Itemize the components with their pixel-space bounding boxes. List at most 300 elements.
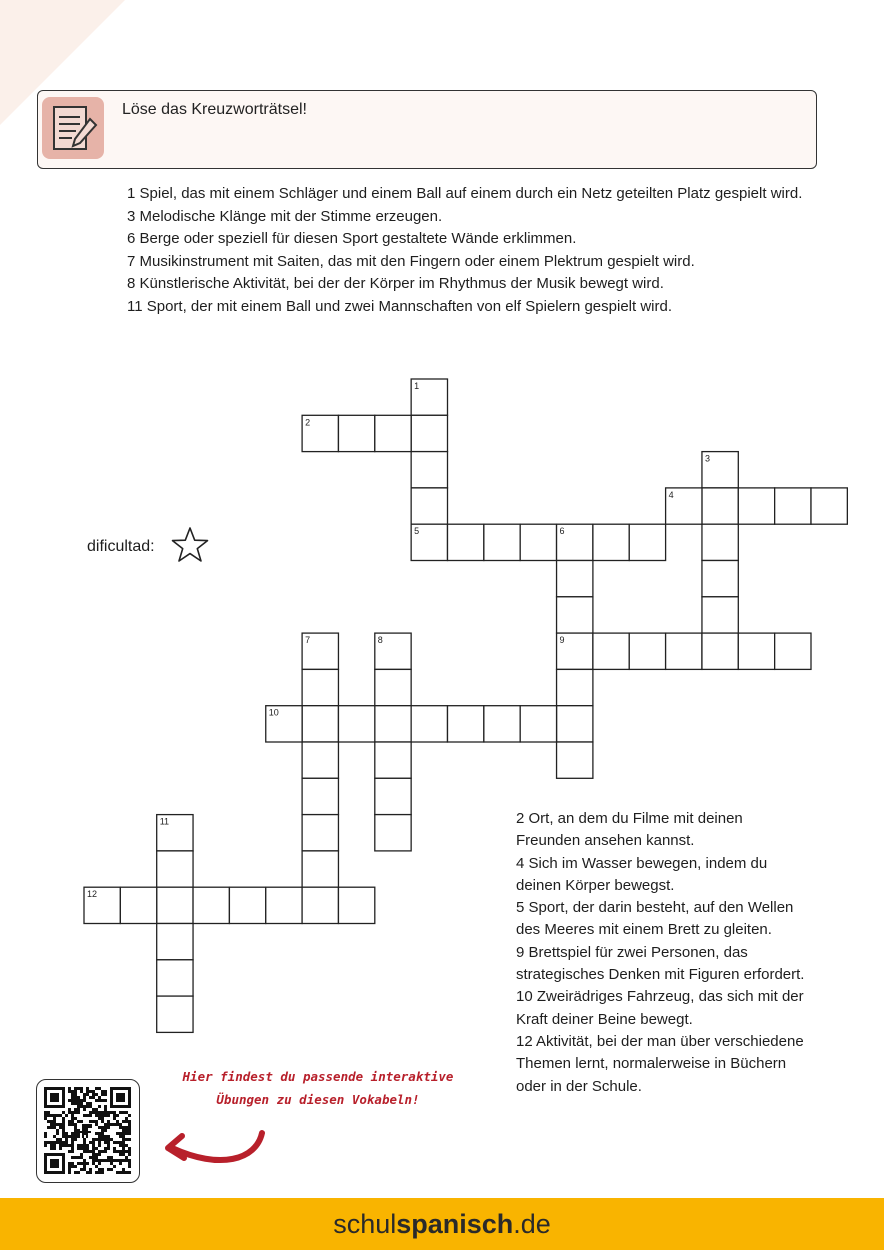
qr-module [95,1093,98,1096]
crossword-cell-number: 10 [268,707,279,718]
crossword-cell[interactable] [666,633,702,669]
qr-module [59,1114,62,1117]
qr-module [83,1096,86,1099]
qr-finder-pattern [116,1093,125,1102]
crossword-cell[interactable] [411,415,447,451]
crossword-cell[interactable] [157,960,193,996]
qr-module [116,1123,119,1126]
qr-module [95,1147,98,1150]
qr-module [62,1132,65,1135]
qr-module [83,1138,86,1141]
qr-module [101,1171,104,1174]
qr-module [80,1099,83,1102]
qr-module [77,1156,80,1159]
crossword-cell[interactable] [193,887,229,923]
qr-module [53,1123,56,1126]
qr-module [68,1135,71,1138]
qr-module [44,1144,47,1147]
qr-module [128,1123,131,1126]
clue-item: 4 Sich im Wasser bewegen, indem du deinen Körper bewegst. [516,854,768,894]
qr-module [125,1144,128,1147]
crossword-cell[interactable] [302,706,338,742]
task-title: Löse das Kreuzworträtsel! [122,101,307,118]
crossword-cell[interactable] [338,706,374,742]
crossword-cell[interactable] [520,524,556,560]
qr-module [71,1096,74,1099]
qr-module [110,1162,113,1165]
qr-module [89,1111,92,1114]
qr-module [86,1150,89,1153]
qr-module [83,1162,86,1165]
crossword-cell[interactable] [302,815,338,851]
crossword-cell[interactable] [375,742,411,778]
qr-module [77,1144,80,1147]
qr-module [128,1114,131,1117]
qr-module [77,1120,80,1123]
qr-module [128,1153,131,1156]
qr-module [92,1156,95,1159]
qr-module [107,1114,110,1117]
crossword-cell[interactable] [557,706,593,742]
crossword-cell[interactable] [484,524,520,560]
crossword-cell[interactable] [775,488,811,524]
qr-module [83,1159,86,1162]
qr-module [122,1159,125,1162]
qr-module [122,1150,125,1153]
qr-module [122,1126,125,1129]
clue-item: 10 Zweirädriges Fahrzeug, das sich mit der Kraft deiner Beine bewegt. [516,988,804,1028]
qr-module [74,1111,77,1114]
crossword-cell[interactable] [520,706,556,742]
qr-module [89,1141,92,1144]
qr-module [92,1153,95,1156]
qr-module [113,1114,116,1117]
qr-module [80,1090,83,1093]
qr-module [107,1168,110,1171]
qr-module [92,1141,95,1144]
qr-hint-line: Übungen zu diesen Vokabeln! [216,1092,420,1107]
qr-module [59,1144,62,1147]
qr-module [77,1105,80,1108]
qr-module [80,1156,83,1159]
qr-module [53,1144,56,1147]
qr-module [110,1111,113,1114]
crossword-cell[interactable] [302,778,338,814]
qr-module [128,1129,131,1132]
qr-module [65,1141,68,1144]
qr-module [104,1159,107,1162]
qr-module [71,1093,74,1096]
qr-module [104,1123,107,1126]
crossword-cell[interactable] [448,524,484,560]
qr-module [80,1168,83,1171]
crossword-cell[interactable] [629,524,665,560]
qr-module [71,1111,74,1114]
qr-module [92,1090,95,1093]
qr-module [104,1114,107,1117]
qr-module [71,1165,74,1168]
qr-module [62,1117,65,1120]
qr-module [122,1129,125,1132]
crossword-cell[interactable] [157,996,193,1032]
brand-bold: spanisch [396,1209,514,1239]
crossword-cell-number: 12 [87,889,98,900]
qr-module [101,1168,104,1171]
qr-module [62,1111,65,1114]
qr-module [83,1114,86,1117]
crossword-cell-number: 8 [377,635,383,646]
qr-module [44,1111,47,1114]
qr-module [71,1102,74,1105]
qr-module [95,1111,98,1114]
qr-module [116,1132,119,1135]
crossword-cell[interactable] [557,561,593,597]
qr-module [74,1156,77,1159]
crossword-cell[interactable] [229,887,265,923]
qr-module [122,1147,125,1150]
qr-module [92,1147,95,1150]
qr-module [119,1171,122,1174]
qr-module [107,1138,110,1141]
crossword-cell[interactable] [593,524,629,560]
qr-hint-line: Hier findest du passende interaktive [182,1069,454,1084]
qr-module [74,1165,77,1168]
qr-module [98,1153,101,1156]
clue-item: 3 Melodische Klänge mit der Stimme erzeugen. [127,207,443,225]
qr-module [101,1114,104,1117]
qr-module [86,1090,89,1093]
qr-module [74,1135,77,1138]
qr-module [125,1120,128,1123]
qr-module [104,1108,107,1111]
crossword-cell[interactable] [302,669,338,705]
qr-module [116,1141,119,1144]
qr-module [89,1102,92,1105]
qr-module [110,1168,113,1171]
qr-module [95,1114,98,1117]
crossword-cell[interactable] [375,706,411,742]
qr-module [122,1135,125,1138]
qr-module [86,1162,89,1165]
qr-module [101,1132,104,1135]
qr-module [77,1171,80,1174]
qr-module [122,1171,125,1174]
qr-module [128,1138,131,1141]
qr-module [92,1108,95,1111]
qr-module [98,1138,101,1141]
qr-module [125,1150,128,1153]
crossword-cell-number: 6 [559,526,565,537]
qr-module [95,1165,98,1168]
crossword-cell[interactable] [557,669,593,705]
crossword-cell[interactable] [448,706,484,742]
qr-module [104,1129,107,1132]
crossword-cell[interactable] [302,851,338,887]
qr-module [95,1132,98,1135]
crossword-cell[interactable] [157,851,193,887]
qr-module [113,1123,116,1126]
crossword-cell[interactable] [411,488,447,524]
qr-module [128,1120,131,1123]
qr-module [92,1093,95,1096]
qr-module [128,1150,131,1153]
qr-module [83,1165,86,1168]
brand-prefix: schul [333,1209,397,1239]
crossword-cell[interactable] [375,669,411,705]
qr-module [62,1120,65,1123]
crossword-cell[interactable] [702,524,738,560]
qr-module [74,1108,77,1111]
qr-module [68,1090,71,1093]
crossword-cell[interactable] [738,488,774,524]
qr-module [53,1117,56,1120]
qr-module [113,1147,116,1150]
qr-module [80,1102,83,1105]
qr-module [122,1138,125,1141]
qr-module [47,1114,50,1117]
clue-item: 1 Spiel, das mit einem Schläger und einem Ball auf einem durch ein Netz geteilten Platz gespielt wird. [127,185,803,202]
qr-module [98,1168,101,1171]
qr-module [128,1147,131,1150]
crossword-cell[interactable] [702,488,738,524]
qr-module [71,1099,74,1102]
brand-suffix: .de [513,1209,551,1239]
qr-module [104,1099,107,1102]
qr-module [50,1123,53,1126]
qr-module [83,1108,86,1111]
qr-module [89,1114,92,1117]
crossword-cell[interactable] [484,706,520,742]
qr-module [119,1153,122,1156]
qr-module [62,1129,65,1132]
qr-module [62,1126,65,1129]
qr-module [107,1135,110,1138]
qr-module [92,1162,95,1165]
crossword-cell[interactable] [702,561,738,597]
crossword-cell[interactable] [702,597,738,633]
crossword-cell[interactable] [811,488,847,524]
qr-module [95,1171,98,1174]
qr-module [68,1108,71,1111]
qr-module [107,1123,110,1126]
crossword-cell[interactable] [411,706,447,742]
qr-module [125,1132,128,1135]
qr-module [98,1144,101,1147]
qr-module [83,1093,86,1096]
qr-module [98,1114,101,1117]
qr-module [68,1099,71,1102]
crossword-cell[interactable] [266,887,302,923]
qr-module [65,1132,68,1135]
qr-module [122,1132,125,1135]
clue-list-bottom [516,808,806,1098]
qr-module [77,1147,80,1150]
qr-module [95,1120,98,1123]
qr-module [59,1141,62,1144]
qr-module [71,1150,74,1153]
qr-module [83,1099,86,1102]
qr-module [95,1099,98,1102]
qr-module [98,1096,101,1099]
qr-module [104,1105,107,1108]
qr-module [98,1105,101,1108]
qr-module [104,1138,107,1141]
qr-module [89,1090,92,1093]
qr-module [80,1144,83,1147]
qr-module [74,1138,77,1141]
qr-module [113,1150,116,1153]
qr-module [119,1159,122,1162]
crossword-cell[interactable] [338,887,374,923]
qr-module [119,1135,122,1138]
qr-module [44,1135,47,1138]
qr-code-icon[interactable] [36,1079,140,1183]
qr-module [62,1144,65,1147]
crossword-cell[interactable] [593,633,629,669]
qr-module [104,1150,107,1153]
qr-module [74,1123,77,1126]
qr-module [50,1126,53,1129]
qr-module [53,1114,56,1117]
crossword-cell[interactable] [120,887,156,923]
qr-module [128,1159,131,1162]
clue-item: 11 Sport, der mit einem Ball und zwei Mannschaften von elf Spielern gespielt wird. [127,297,673,315]
qr-module [44,1117,47,1120]
clue-item: 6 Berge oder speziell für diesen Sport gestaltete Wände erklimmen. [127,230,577,248]
qr-module [68,1123,71,1126]
qr-module [56,1129,59,1132]
qr-module [56,1123,59,1126]
crossword-cell[interactable] [302,742,338,778]
crossword-cell[interactable] [738,633,774,669]
crossword-cell[interactable] [157,924,193,960]
qr-module [98,1162,101,1165]
qr-module [80,1105,83,1108]
qr-module [125,1138,128,1141]
qr-module [86,1093,89,1096]
crossword-cell-number: 4 [668,489,674,500]
qr-module [47,1111,50,1114]
qr-module [71,1135,74,1138]
qr-module [74,1129,77,1132]
crossword-cell[interactable] [375,815,411,851]
crossword-cell-number: 1 [414,381,420,391]
qr-module [128,1126,131,1129]
qr-module [77,1111,80,1114]
qr-module [86,1147,89,1150]
qr-finder-pattern [50,1159,59,1168]
clue-item: 8 Künstlerische Aktivität, bei der der Körper im Rhythmus der Musik bewegt wird. [127,275,664,293]
qr-module [68,1171,71,1174]
qr-module [56,1132,59,1135]
qr-module [77,1096,80,1099]
crossword-cell[interactable] [338,415,374,451]
qr-module [110,1159,113,1162]
crossword-cell[interactable] [157,887,193,923]
crossword-cell[interactable] [629,633,665,669]
qr-module [113,1117,116,1120]
qr-module [113,1141,116,1144]
crossword-cell[interactable] [375,415,411,451]
qr-module [71,1147,74,1150]
qr-module [95,1108,98,1111]
qr-module [107,1126,110,1129]
qr-module [65,1114,68,1117]
qr-module [125,1156,128,1159]
qr-module [83,1105,86,1108]
qr-module [95,1159,98,1162]
qr-module [125,1159,128,1162]
qr-module [125,1171,128,1174]
clue-item: 9 Brettspiel für zwei Personen, das strategisches Denken mit Figuren erfordert. [516,943,805,984]
qr-module [95,1087,98,1090]
qr-module [116,1120,119,1123]
qr-module [98,1117,101,1120]
qr-module [98,1135,101,1138]
qr-module [110,1156,113,1159]
qr-module [98,1159,101,1162]
qr-module [128,1165,131,1168]
qr-module [53,1120,56,1123]
qr-module [80,1147,83,1150]
qr-module [83,1150,86,1153]
crossword-cell[interactable] [702,633,738,669]
qr-module [101,1150,104,1153]
clue-item: 7 Musikinstrument mit Saiten, das mit den Fingern oder einem Plektrum gespielt wird. [127,252,695,270]
crossword-cell[interactable] [302,887,338,923]
crossword-cell[interactable] [775,633,811,669]
qr-module [122,1153,125,1156]
clue-item: 12 Aktivität, bei der man über verschiedene Themen lernt, normalerweise in Büchern oder in der Schule. [516,1032,804,1095]
qr-module [74,1171,77,1174]
qr-module [71,1090,74,1093]
qr-module [74,1132,77,1135]
difficulty-label: dificultad: [87,538,155,555]
qr-module [119,1141,122,1144]
qr-module [44,1141,47,1144]
curved-arrow-icon [160,1128,270,1173]
qr-module [74,1126,77,1129]
qr-module [74,1096,77,1099]
crossword-cell[interactable] [375,778,411,814]
qr-module [68,1087,71,1090]
qr-module [62,1123,65,1126]
qr-module [104,1111,107,1114]
qr-module [89,1096,92,1099]
crossword-cell[interactable] [411,452,447,488]
qr-module [50,1144,53,1147]
qr-module [101,1093,104,1096]
qr-module [98,1087,101,1090]
qr-module [80,1120,83,1123]
qr-module [47,1120,50,1123]
qr-module [50,1114,53,1117]
qr-module [80,1087,83,1090]
qr-module [122,1120,125,1123]
crossword-cell[interactable] [557,742,593,778]
qr-module [98,1141,101,1144]
qr-module [53,1141,56,1144]
qr-module [56,1114,59,1117]
qr-module [104,1147,107,1150]
qr-module [59,1147,62,1150]
crossword-cell[interactable] [557,597,593,633]
qr-module [62,1135,65,1138]
qr-module [74,1102,77,1105]
qr-module [74,1117,77,1120]
qr-module [47,1126,50,1129]
qr-module [116,1159,119,1162]
